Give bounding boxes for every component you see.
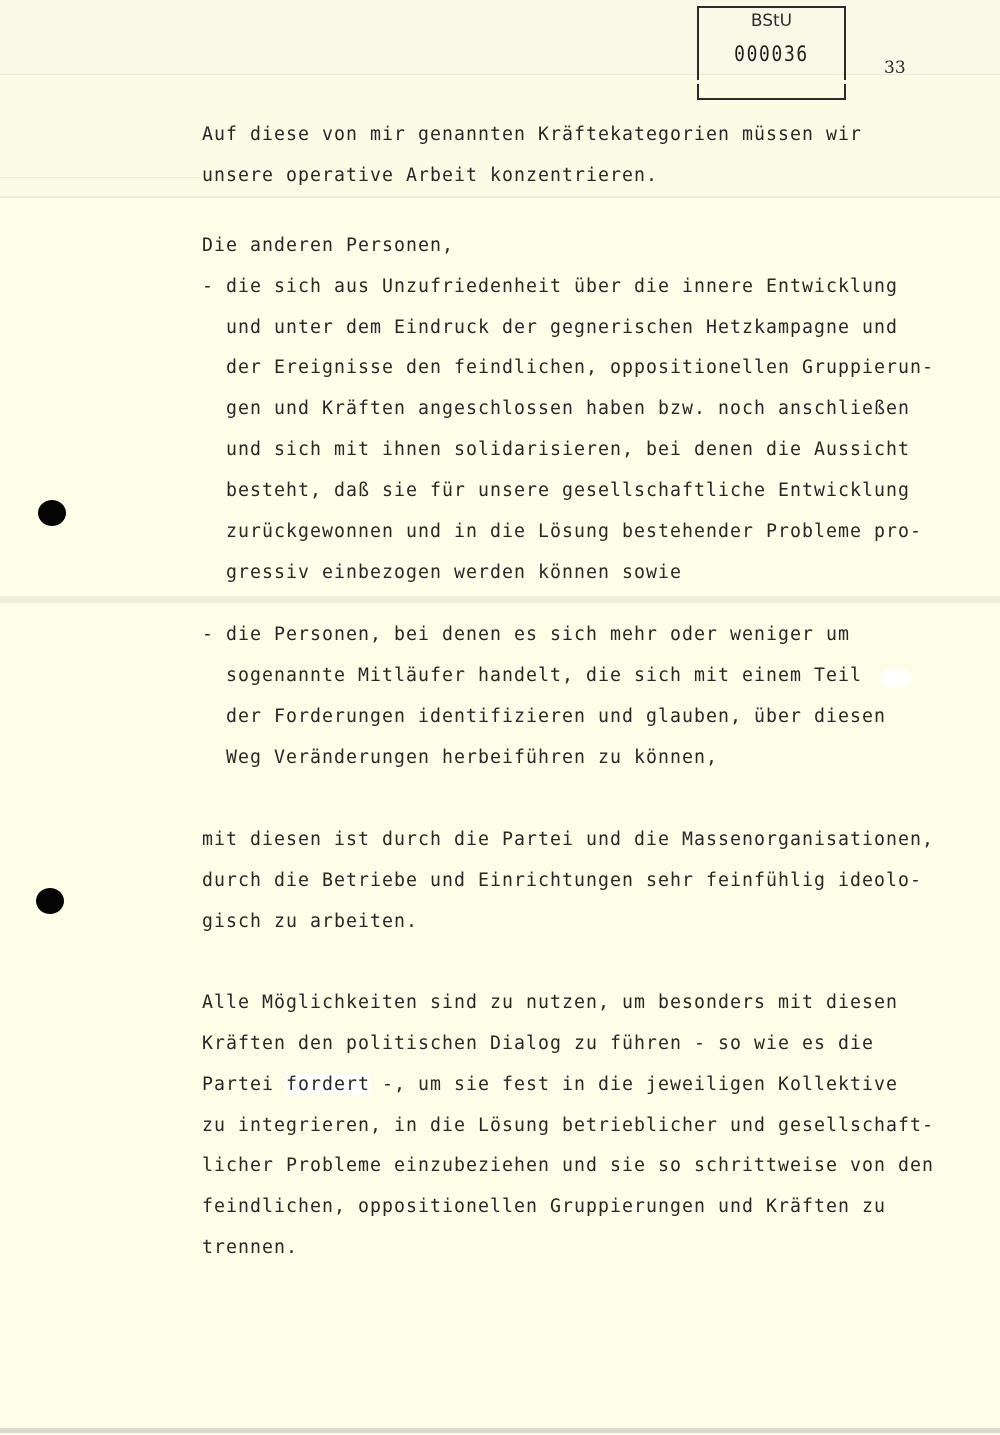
paragraph-4-line-2: Kräften den politischen Dialog zu führen - so wie es die bbox=[202, 1033, 874, 1054]
paragraph-2-intro: Die anderen Personen, bbox=[202, 235, 454, 256]
bullet-2-line-1: die Personen, bei denen es sich mehr oder weniger um bbox=[226, 624, 850, 645]
bullet-1-line-2: und unter dem Eindruck der gegnerischen Hetzkampagne und bbox=[226, 317, 898, 338]
bullet-2-dash: - bbox=[202, 624, 214, 645]
bullet-1-line-1: die sich aus Unzufriedenheit über die innere Entwicklung bbox=[226, 276, 898, 297]
paragraph-4-line-7: trennen. bbox=[202, 1237, 298, 1258]
correction-spot bbox=[880, 668, 912, 688]
bullet-2-line-2: sogenannte Mitläufer handelt, die sich mit einem Teil bbox=[226, 665, 862, 686]
page-number: 33 bbox=[884, 58, 906, 78]
stamp-bracket bbox=[697, 84, 846, 100]
stamp-title: BStU bbox=[750, 11, 793, 31]
paragraph-3-line-1: mit diesen ist durch die Partei und die Massenorganisationen, bbox=[202, 829, 934, 850]
line-3-end: -, um sie fest in die jeweiligen Kollektive bbox=[370, 1074, 898, 1095]
bullet-1-line-8: gressiv einbezogen werden können sowie bbox=[226, 562, 682, 583]
paragraph-1-line-1: Auf diese von mir genannten Kräftekategorien müssen wir bbox=[202, 124, 862, 145]
punch-hole-icon bbox=[38, 500, 66, 526]
paper-strip-top bbox=[0, 0, 1000, 74]
paragraph-4-line-3 bbox=[202, 1074, 898, 1096]
bullet-2-line-4: Weg Veränderungen herbeiführen zu können, bbox=[226, 747, 718, 768]
bullet-1-line-3: der Ereignisse den feindlichen, oppositionellen Gruppierun- bbox=[226, 357, 934, 378]
bullet-2-line-3: der Forderungen identifizieren und glauben, über diesen bbox=[226, 706, 886, 727]
bullet-1-dash: - bbox=[202, 276, 214, 297]
paragraph-4-line-6: feindlichen, oppositionellen Gruppierungen und Kräften zu bbox=[202, 1196, 886, 1217]
stamp-number: 000036 bbox=[734, 42, 809, 66]
paragraph-4-line-1: Alle Möglichkeiten sind zu nutzen, um besonders mit diesen bbox=[202, 992, 898, 1013]
punch-hole-icon bbox=[36, 888, 64, 914]
paragraph-3-line-2: durch die Betriebe und Einrichtungen sehr feinfühlig ideolo- bbox=[202, 870, 922, 891]
bullet-1-line-5: und sich mit ihnen solidarisieren, bei denen die Aussicht bbox=[226, 439, 910, 460]
bullet-1-line-6: besteht, daß sie für unsere gesellschaftliche Entwicklung bbox=[226, 480, 910, 501]
paragraph-4-line-4: zu integrieren, in die Lösung betrieblicher und gesellschaft- bbox=[202, 1115, 934, 1136]
bullet-1-line-7: zurückgewonnen und in die Lösung bestehender Probleme pro- bbox=[226, 521, 922, 542]
paragraph-4-line-5: licher Probleme einzubeziehen und sie so schrittweise von den bbox=[202, 1155, 934, 1176]
paragraph-3-line-3: gisch zu arbeiten. bbox=[202, 911, 418, 932]
archive-stamp bbox=[697, 6, 846, 80]
paragraph-1-line-2: unsere operative Arbeit konzentrieren. bbox=[202, 165, 658, 186]
line-3-start: Partei bbox=[202, 1074, 286, 1095]
paper-bottom-edge bbox=[0, 1428, 1000, 1433]
bullet-1-line-4: gen und Kräften angeschlossen haben bzw. noch anschließen bbox=[226, 398, 910, 419]
corrected-word: fordert bbox=[286, 1074, 370, 1095]
